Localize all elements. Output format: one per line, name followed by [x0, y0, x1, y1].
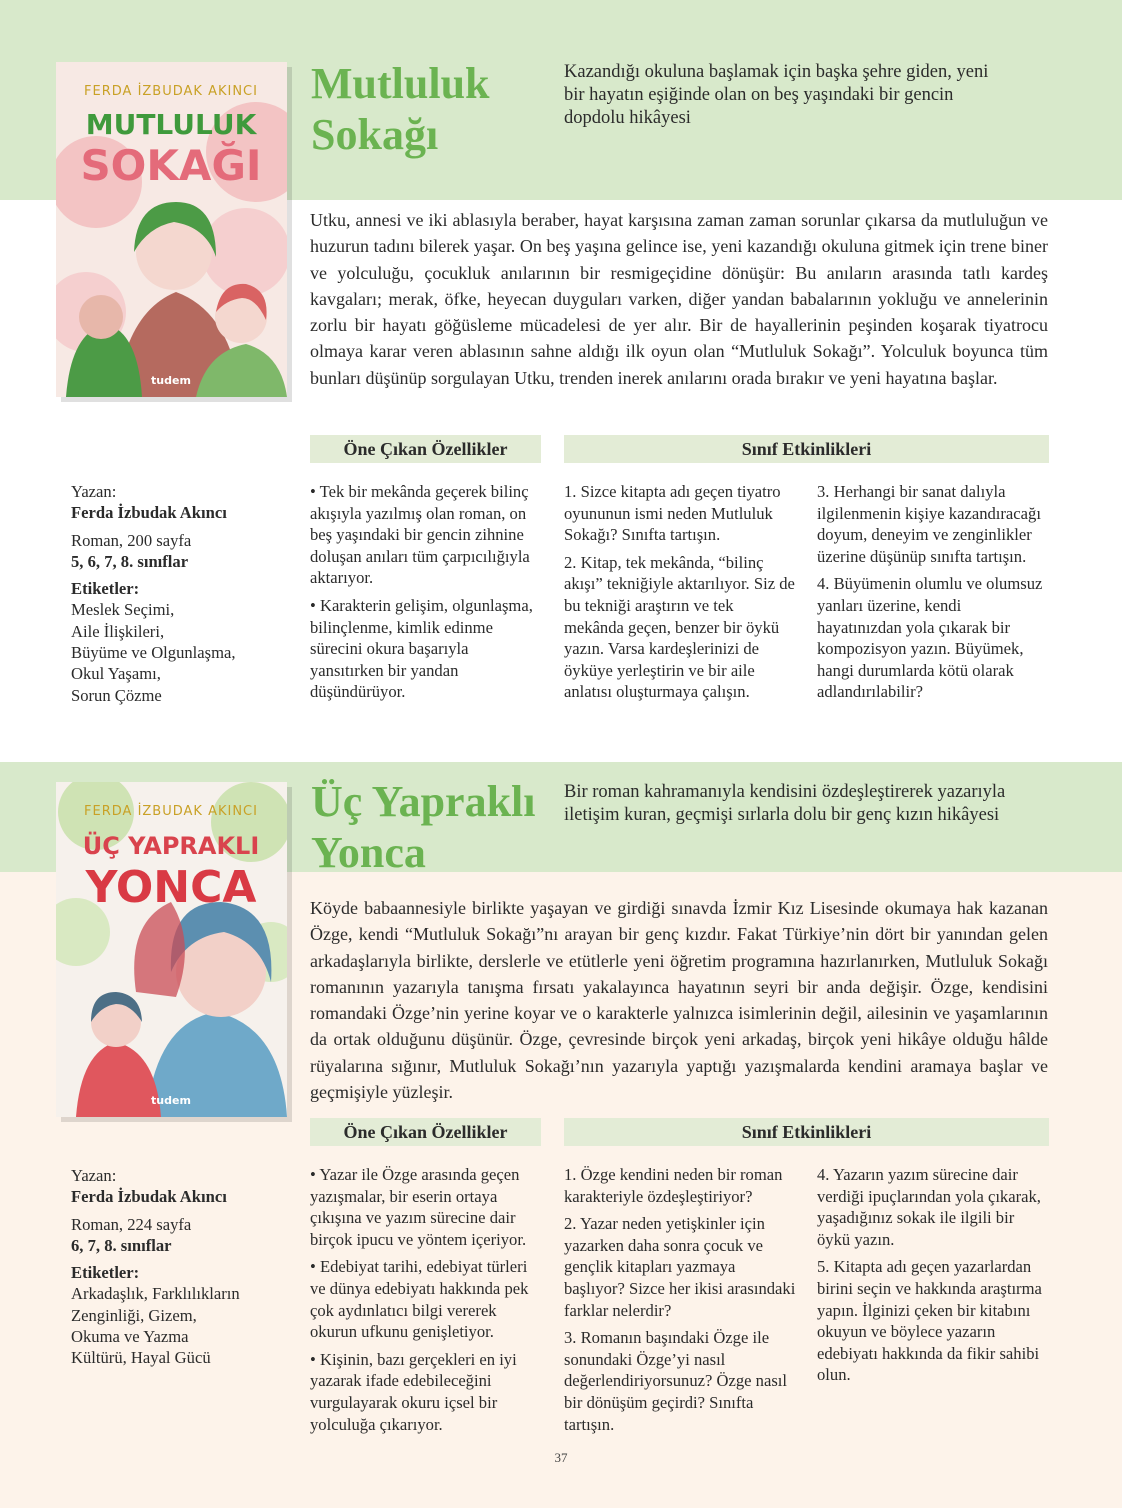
- book-cover-2: [56, 782, 287, 1117]
- author-label-1: Yazan:: [71, 482, 117, 501]
- tag-item: Sorun Çözme: [71, 685, 162, 705]
- activities-left-2: [564, 1164, 796, 1441]
- feature-item: • Tek bir mekânda geçerek bilinç akışıyla yazılmış olan roman, on beş yaşındaki bir gencin zihnine doluşan anıları tüm çarpıcılığıyla aktarıyor.: [310, 482, 530, 588]
- tags-label-1: Etiketler:: [71, 579, 140, 599]
- page-number: 37: [554, 1450, 568, 1465]
- activity-item: 1. Özge kendini neden bir roman karakteriyle özdeşleştiriyor?: [564, 1165, 783, 1206]
- activities-right-2: [817, 1164, 1049, 1392]
- book-grades-1: 5, 6, 7, 8. sınıflar: [71, 551, 189, 571]
- activities-left-1: [564, 481, 796, 709]
- tag-item: Meslek Seçimi,: [71, 600, 175, 620]
- features-header-1: Öne Çıkan Özellikler: [310, 435, 541, 463]
- activities-header-1: Sınıf Etkinlikleri: [564, 435, 1049, 463]
- feature-item: • Kişinin, bazı gerçekleri en iyi yazarak ifade edebileceğini vurgulayarak okuru içsel bir yolculuğa çıkarıyor.: [310, 1349, 517, 1434]
- tag-item: Aile İlişkileri,: [71, 621, 165, 641]
- features-header-2: Öne Çıkan Özellikler: [310, 1118, 541, 1146]
- cover-publisher-2: tudem: [151, 1094, 191, 1107]
- tag-item: Zenginliği, Gizem,: [71, 1305, 197, 1325]
- tag-item: Arkadaşlık, Farklılıkların: [71, 1284, 240, 1304]
- cover-publisher-1: tudem: [151, 374, 191, 387]
- author-label-2: Yazan:: [71, 1166, 117, 1185]
- book-format-2: Roman, 224 sayfa: [71, 1214, 192, 1234]
- book-description-1: Utku, annesi ve iki ablasıyla beraber, hayat karşısına zaman zaman sorunlar çıkarsa da mutluluğun ve huzurun tadını bilerek yaşar. On beş yaşına gelince ise, yeni kazandığı okuluna gitmek için trene biner ve yolculuğu, çocukluk anılarının bir resmigeçidine dönüşür: Bu anıların arasında tatlı kardeş kavgaları; merak, öfke, heyecan duyguları varken, diğer yandan babalarının yokluğu ve annelerinin zorlu bir hayatı göğüsleme mücadelesi de yer alır. Bir de hayallerinin peşinden koşarak tiyatrocu olmaya karar veren ablasının sahne aldığı ilk oyun olan “Mutluluk Sokağı”. Yolculuk boyunca tüm bunları düşünüp sorgulayan Utku, trenden inerek anılarını orada bırakır ve yeni hayatına başlar.: [310, 210, 1048, 388]
- book-meta-2: [71, 1165, 296, 1369]
- book-description-2: Köyde babaannesiyle birlikte yaşayan ve girdiği sınavda İzmir Kız Lisesinde okumaya hak kazanan Özge, kendi “Mutluluk Sokağı”nı arayan bir genç kızdır. Fakat Türkiye’nin dört bir yanından gelen arkadaşlarıyla birlikte, derslerle ve etütlerle yeni öğretim programına hazırlanırken, Mutluluk Sokağı romanının yazarıyla tanışma fırsatı yakalayınca hayatının seyri bir anda değişir. Özge, kendisini romandaki Özge’nin yerine koyar ve o karakterle yalnızca isimlerinin değil, ailesinin ve yaşamlarının da ortak olduğunu düşünür. Özge, çevresinde birçok yeni arkadaş, birçok yeni hikâye olduğu hâlde rüyalarına sığınır, Mutluluk Sokağı’nın yazarıyla yaptığı yazışmalarda kendini aramaya başlar ve geçmişiyle yüzleşir.: [310, 898, 1048, 1103]
- book-format-1: Roman, 200 sayfa: [71, 530, 192, 550]
- feature-item: • Edebiyat tarihi, edebiyat türleri ve dünya edebiyatı hakkında pek çok aydınlatıcı bilgi vererek okurun ufkunu genişletiyor.: [310, 1257, 529, 1342]
- activity-item: 4. Büyümenin olumlu ve olumsuz yanları üzerine, kendi hayatınızdan yola çıkarak bir kompozisyon yazın. Büyümek, hangi durumlarda kötü olarak adlandırılabilir?: [817, 574, 1043, 702]
- tag-item: Büyüme ve Olgunlaşma,: [71, 643, 236, 663]
- tag-item: Okul Yaşamı,: [71, 664, 161, 684]
- feature-item: • Yazar ile Özge arasında geçen yazışmalar, bir eserin ortaya çıkışına ve yazım sürecine dair birçok ipucu ve yöntem içeriyor.: [310, 1165, 527, 1249]
- tags-label-2: Etiketler:: [71, 1263, 140, 1283]
- activities-header-2: Sınıf Etkinlikleri: [564, 1118, 1049, 1146]
- features-list-2: [310, 1164, 542, 1441]
- author-name-2: Ferda İzbudak Akıncı: [71, 1187, 227, 1207]
- features-list-1: [310, 481, 542, 709]
- cover-title-line2-1: SOKAĞI: [80, 141, 262, 190]
- cover-title-line2-2: YONCA: [85, 862, 257, 913]
- cover-title-line1-1: MUTLULUK: [85, 108, 257, 141]
- activity-item: 1. Sizce kitapta adı geçen tiyatro oyununun ismi neden Mutluluk Sokağı? Sınıfta tartışın.: [564, 482, 781, 545]
- tag-item: Kültürü, Hayal Gücü: [71, 1348, 211, 1368]
- activity-item: 3. Romanın başındaki Özge ile sonundaki Özge’yi nasıl değerlendiriyorsunuz? Özge nasıl bir dönüşüm geçirdi? Sınıfta tartışın.: [564, 1328, 788, 1434]
- activity-item: 3. Herhangi bir sanat dalıyla ilgilenmenin kişiye kazandıracağı doyum, deneyim ve zenginlikler üzerine düşünüp sınıfta tartışın.: [817, 482, 1041, 566]
- cover-illustration-2: [56, 782, 287, 1117]
- book-title-2-line2: Yonca: [311, 828, 426, 877]
- activity-item: 2. Yazar neden yetişkinler için yazarken daha sonra çocuk ve gençlik kitapları yazmaya başlıyor? Sizce her ikisi arasındaki farklar nelerdir?: [564, 1214, 796, 1320]
- book-title-2: [311, 776, 556, 878]
- feature-item: • Karakterin gelişim, olgunlaşma, bilinçlenme, kimlik edinme sürecini okura başarıyla yansıtırken bir yandan düşündürüyor.: [310, 595, 533, 702]
- book-title-1: [311, 58, 556, 160]
- book-title-2-line1: Üç Yapraklı: [311, 777, 536, 826]
- activity-item: 4. Yazarın yazım sürecine dair verdiği ipuçlarından yola çıkarak, yaşadığınız sokak ile ilgili bir öykü yazın.: [817, 1165, 1041, 1249]
- book-title-1-line1: Mutluluk: [311, 59, 490, 108]
- activity-item: 5. Kitapta adı geçen yazarlardan birini seçin ve hakkında araştırma yapın. İlginizi çeken bir kitabını okuyun ve böylece yazarın edebiyatı hakkında da fikir sahibi olun.: [817, 1257, 1042, 1385]
- cover-author-2: FERDA İZBUDAK AKINCI: [84, 804, 258, 819]
- book-tagline-2: Bir roman kahramanıyla kendisini özdeşleştirerek yazarıyla iletişim kuran, geçmişi sırlarla dolu bir genç kızın hikâyesi: [564, 782, 1006, 825]
- cover-title-line1-2: ÜÇ YAPRAKLI: [82, 832, 260, 860]
- book-meta-1: [71, 481, 296, 706]
- book-tagline-1: Kazandığı okuluna başlamak için başka şehre giden, yeni bir hayatın eşiğinde olan on beş yaşındaki bir gencin dopdolu hikâyesi: [564, 62, 989, 128]
- book-grades-2: 6, 7, 8. sınıflar: [71, 1235, 172, 1255]
- book-cover-1: [56, 62, 287, 397]
- tag-item: Okuma ve Yazma: [71, 1327, 189, 1347]
- book-title-1-line2: Sokağı: [311, 110, 439, 159]
- cover-author-1: FERDA İZBUDAK AKINCI: [84, 84, 258, 99]
- activity-item: 2. Kitap, tek mekânda, “bilinç akışı” tekniğiyle aktarılıyor. Siz de bu tekniği araştırın ve tek mekânda geçen, benzer bir öykü yazın. Varsa kardeşlerinizi de öyküye yerleştirin ve bir aile anlatısı oluşturmaya çalışın.: [564, 552, 795, 702]
- activities-right-1: [817, 481, 1049, 709]
- author-name-1: Ferda İzbudak Akıncı: [71, 503, 227, 523]
- cover-illustration-1: [56, 62, 287, 397]
